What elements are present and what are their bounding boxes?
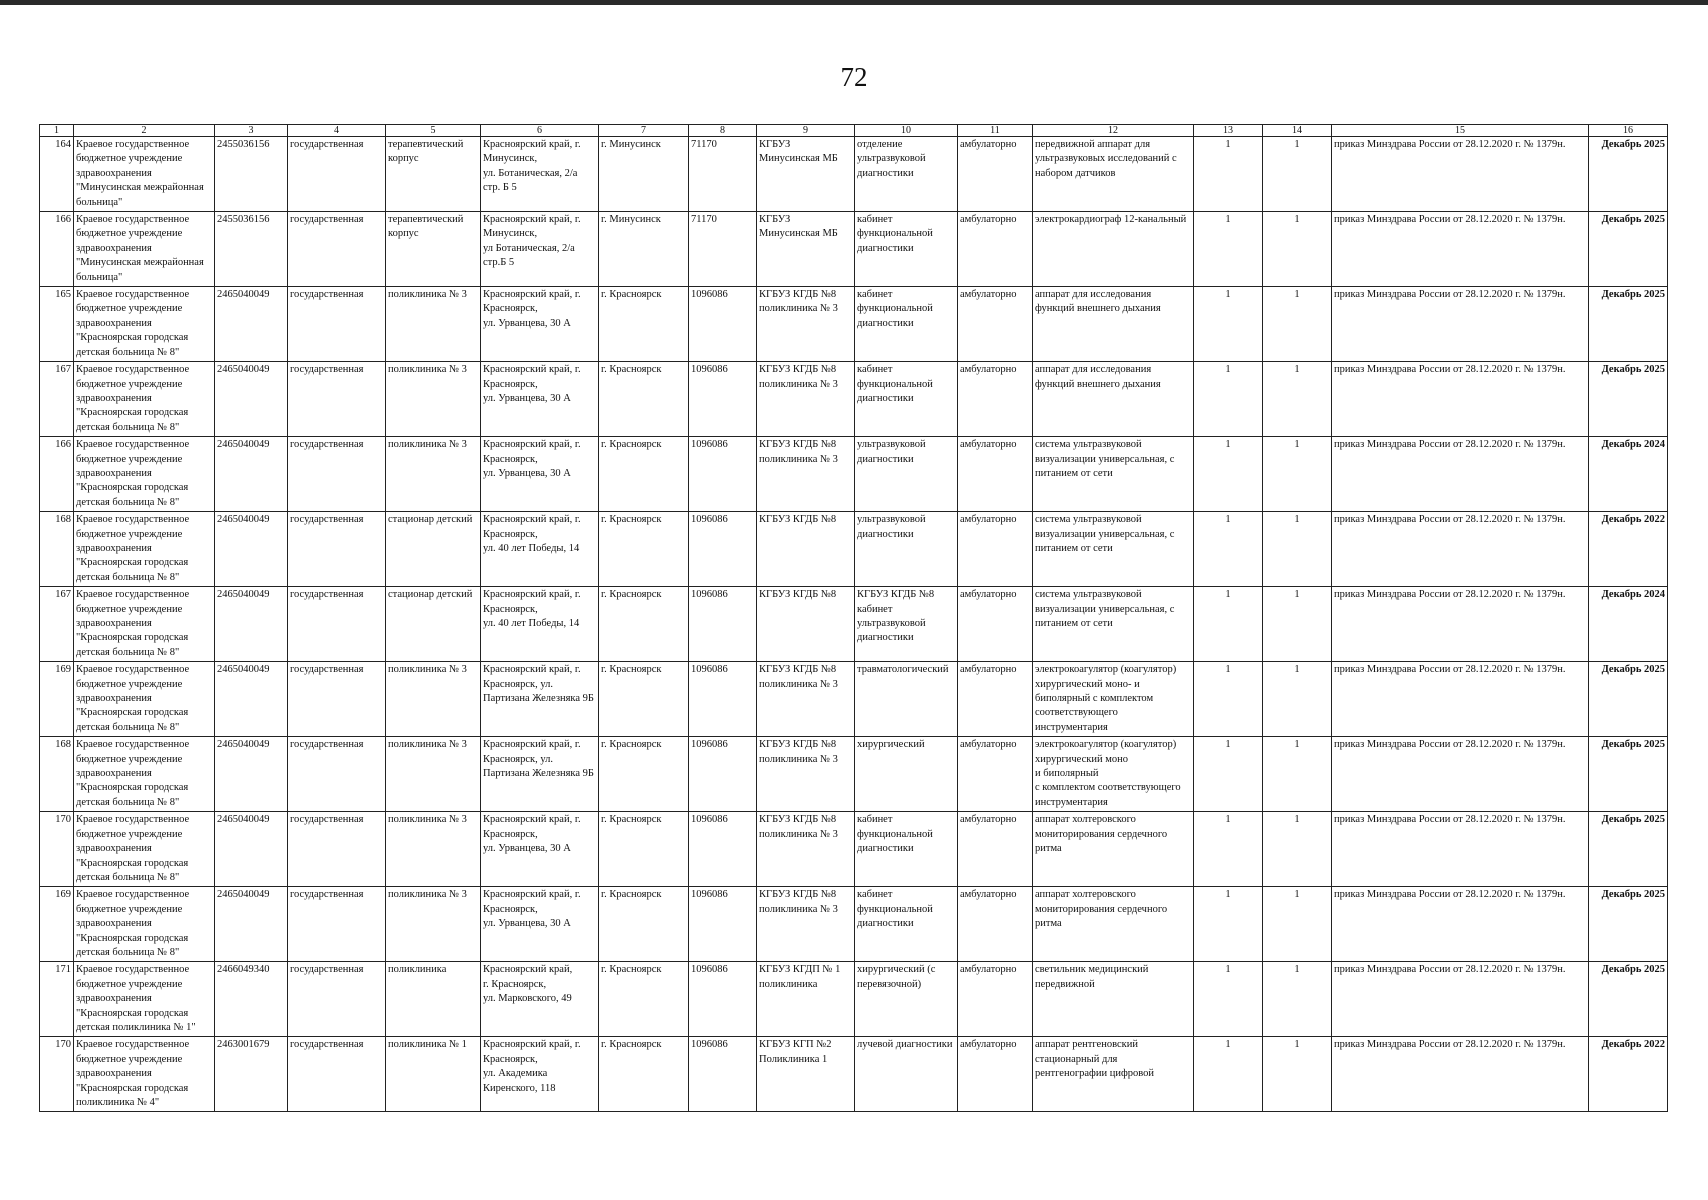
quantity-required-cell: 1 <box>1194 587 1263 662</box>
address-cell: Красноярский край, г. Минусинск, ул Ботаническая, 2/а стр.Б 5 <box>481 212 599 287</box>
subdivision-cell: поликлиника № 3 <box>386 737 481 812</box>
table-row <box>40 362 1668 437</box>
quantity-planned-cell: 1 <box>1263 737 1332 812</box>
address-cell: Красноярский край, г. Красноярск, ул. Марковского, 49 <box>481 962 599 1037</box>
column-header-4: 4 <box>288 125 386 137</box>
city-cell: г. Красноярск <box>599 812 689 887</box>
table-row <box>40 962 1668 1037</box>
row-number-cell: 168 <box>40 737 74 812</box>
column-header-15: 15 <box>1332 125 1589 137</box>
care-mode-cell: амбулаторно <box>958 137 1033 212</box>
short-name-cell: КГБУЗ Минусинская МБ <box>757 212 855 287</box>
address-cell: Красноярский край, г. Красноярск, ул. 40 лет Победы, 14 <box>481 587 599 662</box>
address-cell: Красноярский край, г. Красноярск, ул. Урванцева, 30 А <box>481 362 599 437</box>
oktmo-code-cell: 1096086 <box>689 887 757 962</box>
city-cell: г. Красноярск <box>599 587 689 662</box>
quantity-required-cell: 1 <box>1194 212 1263 287</box>
address-cell: Красноярский край, г. Красноярск, ул. Академика Киренского, 118 <box>481 1037 599 1112</box>
table-row <box>40 887 1668 962</box>
column-header-6: 6 <box>481 125 599 137</box>
regulatory-basis-cell: приказ Минздрава России от 28.12.2020 г. № 1379н. <box>1332 362 1589 437</box>
ownership-type-cell: государственная <box>288 962 386 1037</box>
quantity-required-cell: 1 <box>1194 362 1263 437</box>
quantity-planned-cell: 1 <box>1263 962 1332 1037</box>
ownership-type-cell: государственная <box>288 587 386 662</box>
inn-code-cell: 2465040049 <box>215 662 288 737</box>
short-name-cell: КГБУЗ КГДБ №8 поликлиника № 3 <box>757 362 855 437</box>
quantity-planned-cell: 1 <box>1263 137 1332 212</box>
city-cell: г. Красноярск <box>599 512 689 587</box>
city-cell: г. Красноярск <box>599 362 689 437</box>
column-header-11: 11 <box>958 125 1033 137</box>
subdivision-cell: поликлиника № 3 <box>386 287 481 362</box>
department-cell: КГБУЗ КГДБ №8 кабинет ультразвуковой диагностики <box>855 587 958 662</box>
inn-code-cell: 2455036156 <box>215 137 288 212</box>
quantity-planned-cell: 1 <box>1263 437 1332 512</box>
care-mode-cell: амбулаторно <box>958 887 1033 962</box>
subdivision-cell: поликлиника № 3 <box>386 362 481 437</box>
care-mode-cell: амбулаторно <box>958 587 1033 662</box>
quantity-required-cell: 1 <box>1194 962 1263 1037</box>
oktmo-code-cell: 1096086 <box>689 287 757 362</box>
column-header-16: 16 <box>1589 125 1668 137</box>
organization-name-cell: Краевое государственное бюджетное учреждение здравоохранения "Красноярская городская детская больница № 8" <box>74 812 215 887</box>
organization-name-cell: Краевое государственное бюджетное учреждение здравоохранения "Красноярская городская детская больница № 8" <box>74 362 215 437</box>
quantity-planned-cell: 1 <box>1263 1037 1332 1112</box>
address-cell: Красноярский край, г. Красноярск, ул. Урванцева, 30 А <box>481 287 599 362</box>
due-date-cell: Декабрь 2024 <box>1589 587 1668 662</box>
inn-code-cell: 2465040049 <box>215 587 288 662</box>
equipment-name-cell: аппарат рентгеновский стационарный для рентгенографии цифровой <box>1033 1037 1194 1112</box>
table-row <box>40 512 1668 587</box>
quantity-required-cell: 1 <box>1194 812 1263 887</box>
short-name-cell: КГБУЗ КГДБ №8 поликлиника № 3 <box>757 437 855 512</box>
table-body <box>40 137 1668 1112</box>
department-cell: кабинет функциональной диагностики <box>855 887 958 962</box>
care-mode-cell: амбулаторно <box>958 512 1033 587</box>
quantity-required-cell: 1 <box>1194 737 1263 812</box>
due-date-cell: Декабрь 2025 <box>1589 287 1668 362</box>
subdivision-cell: поликлиника <box>386 962 481 1037</box>
regulatory-basis-cell: приказ Минздрава России от 28.12.2020 г. № 1379н. <box>1332 1037 1589 1112</box>
city-cell: г. Красноярск <box>599 287 689 362</box>
regulatory-basis-cell: приказ Минздрава России от 28.12.2020 г. № 1379н. <box>1332 962 1589 1037</box>
short-name-cell: КГБУЗ Минусинская МБ <box>757 137 855 212</box>
column-header-10: 10 <box>855 125 958 137</box>
department-cell: ультразвуковой диагностики <box>855 512 958 587</box>
equipment-name-cell: система ультразвуковой визуализации универсальная, с питанием от сети <box>1033 512 1194 587</box>
due-date-cell: Декабрь 2025 <box>1589 887 1668 962</box>
inn-code-cell: 2465040049 <box>215 737 288 812</box>
organization-name-cell: Краевое государственное бюджетное учреждение здравоохранения "Красноярская городская детская больница № 8" <box>74 437 215 512</box>
organization-name-cell: Краевое государственное бюджетное учреждение здравоохранения "Красноярская городская детская поликлиника № 1" <box>74 962 215 1037</box>
short-name-cell: КГБУЗ КГДБ №8 поликлиника № 3 <box>757 287 855 362</box>
table-row <box>40 587 1668 662</box>
ownership-type-cell: государственная <box>288 812 386 887</box>
due-date-cell: Декабрь 2025 <box>1589 662 1668 737</box>
subdivision-cell: терапевтический корпус <box>386 212 481 287</box>
quantity-planned-cell: 1 <box>1263 812 1332 887</box>
subdivision-cell: поликлиника № 3 <box>386 437 481 512</box>
column-header-13: 13 <box>1194 125 1263 137</box>
ownership-type-cell: государственная <box>288 137 386 212</box>
ownership-type-cell: государственная <box>288 512 386 587</box>
organization-name-cell: Краевое государственное бюджетное учреждение здравоохранения "Красноярская городская детская больница № 8" <box>74 512 215 587</box>
equipment-name-cell: аппарат холтеровского мониторирования сердечного ритма <box>1033 887 1194 962</box>
oktmo-code-cell: 1096086 <box>689 1037 757 1112</box>
due-date-cell: Декабрь 2022 <box>1589 1037 1668 1112</box>
regulatory-basis-cell: приказ Минздрава России от 28.12.2020 г. № 1379н. <box>1332 812 1589 887</box>
short-name-cell: КГБУЗ КГДБ №8 <box>757 587 855 662</box>
regulatory-basis-cell: приказ Минздрава России от 28.12.2020 г. № 1379н. <box>1332 212 1589 287</box>
column-header-1: 1 <box>40 125 74 137</box>
regulatory-basis-cell: приказ Минздрава России от 28.12.2020 г. № 1379н. <box>1332 662 1589 737</box>
organization-name-cell: Краевое государственное бюджетное учреждение здравоохранения "Минусинская межрайонная больница" <box>74 137 215 212</box>
inn-code-cell: 2465040049 <box>215 887 288 962</box>
ownership-type-cell: государственная <box>288 887 386 962</box>
regulatory-basis-cell: приказ Минздрава России от 28.12.2020 г. № 1379н. <box>1332 887 1589 962</box>
regulatory-basis-cell: приказ Минздрава России от 28.12.2020 г. № 1379н. <box>1332 437 1589 512</box>
row-number-cell: 167 <box>40 362 74 437</box>
department-cell: кабинет функциональной диагностики <box>855 812 958 887</box>
inn-code-cell: 2465040049 <box>215 437 288 512</box>
address-cell: Красноярский край, г. Красноярск, ул. Урванцева, 30 А <box>481 437 599 512</box>
page-number: 72 <box>840 62 868 92</box>
quantity-planned-cell: 1 <box>1263 287 1332 362</box>
top-border-line <box>0 0 1708 5</box>
due-date-cell: Декабрь 2025 <box>1589 812 1668 887</box>
equipment-name-cell: система ультразвуковой визуализации универсальная, с питанием от сети <box>1033 437 1194 512</box>
city-cell: г. Красноярск <box>599 662 689 737</box>
care-mode-cell: амбулаторно <box>958 812 1033 887</box>
care-mode-cell: амбулаторно <box>958 962 1033 1037</box>
subdivision-cell: поликлиника № 1 <box>386 1037 481 1112</box>
subdivision-cell: поликлиника № 3 <box>386 812 481 887</box>
organization-name-cell: Краевое государственное бюджетное учреждение здравоохранения "Красноярская городская детская больница № 8" <box>74 737 215 812</box>
equipment-registry-table <box>39 124 1668 1112</box>
table-row <box>40 437 1668 512</box>
inn-code-cell: 2465040049 <box>215 812 288 887</box>
regulatory-basis-cell: приказ Минздрава России от 28.12.2020 г. № 1379н. <box>1332 512 1589 587</box>
quantity-planned-cell: 1 <box>1263 212 1332 287</box>
quantity-required-cell: 1 <box>1194 437 1263 512</box>
department-cell: кабинет функциональной диагностики <box>855 287 958 362</box>
subdivision-cell: поликлиника № 3 <box>386 662 481 737</box>
table-row <box>40 737 1668 812</box>
equipment-name-cell: аппарат для исследования функций внешнего дыхания <box>1033 287 1194 362</box>
quantity-required-cell: 1 <box>1194 887 1263 962</box>
address-cell: Красноярский край, г. Красноярск, ул. Партизана Железняка 9Б <box>481 737 599 812</box>
column-header-2: 2 <box>74 125 215 137</box>
care-mode-cell: амбулаторно <box>958 662 1033 737</box>
quantity-required-cell: 1 <box>1194 137 1263 212</box>
row-number-cell: 165 <box>40 287 74 362</box>
table-row <box>40 212 1668 287</box>
column-header-14: 14 <box>1263 125 1332 137</box>
inn-code-cell: 2466049340 <box>215 962 288 1037</box>
subdivision-cell: стационар детский <box>386 587 481 662</box>
department-cell: травматологический <box>855 662 958 737</box>
care-mode-cell: амбулаторно <box>958 287 1033 362</box>
due-date-cell: Декабрь 2025 <box>1589 362 1668 437</box>
organization-name-cell: Краевое государственное бюджетное учреждение здравоохранения "Красноярская городская детская больница № 8" <box>74 887 215 962</box>
equipment-name-cell: передвижной аппарат для ультразвуковых исследований с набором датчиков <box>1033 137 1194 212</box>
row-number-cell: 164 <box>40 137 74 212</box>
due-date-cell: Декабрь 2025 <box>1589 737 1668 812</box>
column-number-header <box>40 125 1668 137</box>
inn-code-cell: 2463001679 <box>215 1037 288 1112</box>
equipment-name-cell: электрокоагулятор (коагулятор) хирургический моно и биполярный с комплектом соответствующего инструментария <box>1033 737 1194 812</box>
city-cell: г. Красноярск <box>599 1037 689 1112</box>
table-row <box>40 137 1668 212</box>
short-name-cell: КГБУЗ КГДБ №8 поликлиника № 3 <box>757 737 855 812</box>
organization-name-cell: Краевое государственное бюджетное учреждение здравоохранения "Красноярская городская детская больница № 8" <box>74 587 215 662</box>
ownership-type-cell: государственная <box>288 212 386 287</box>
row-number-cell: 166 <box>40 212 74 287</box>
table-row <box>40 1037 1668 1112</box>
regulatory-basis-cell: приказ Минздрава России от 28.12.2020 г. № 1379н. <box>1332 587 1589 662</box>
inn-code-cell: 2455036156 <box>215 212 288 287</box>
row-number-cell: 169 <box>40 662 74 737</box>
short-name-cell: КГБУЗ КГДБ №8 поликлиника № 3 <box>757 662 855 737</box>
due-date-cell: Декабрь 2024 <box>1589 437 1668 512</box>
short-name-cell: КГБУЗ КГП №2 Поликлиника 1 <box>757 1037 855 1112</box>
quantity-required-cell: 1 <box>1194 1037 1263 1112</box>
organization-name-cell: Краевое государственное бюджетное учреждение здравоохранения "Красноярская городская поликлиника № 4" <box>74 1037 215 1112</box>
row-number-cell: 170 <box>40 1037 74 1112</box>
quantity-planned-cell: 1 <box>1263 662 1332 737</box>
address-cell: Красноярский край, г. Красноярск, ул. Урванцева, 30 А <box>481 887 599 962</box>
quantity-planned-cell: 1 <box>1263 362 1332 437</box>
oktmo-code-cell: 1096086 <box>689 812 757 887</box>
due-date-cell: Декабрь 2025 <box>1589 212 1668 287</box>
row-number-cell: 167 <box>40 587 74 662</box>
row-number-cell: 166 <box>40 437 74 512</box>
ownership-type-cell: государственная <box>288 737 386 812</box>
city-cell: г. Красноярск <box>599 962 689 1037</box>
subdivision-cell: стационар детский <box>386 512 481 587</box>
short-name-cell: КГБУЗ КГДБ №8 поликлиника № 3 <box>757 887 855 962</box>
equipment-name-cell: система ультразвуковой визуализации универсальная, с питанием от сети <box>1033 587 1194 662</box>
care-mode-cell: амбулаторно <box>958 737 1033 812</box>
ownership-type-cell: государственная <box>288 662 386 737</box>
address-cell: Красноярский край, г. Минусинск, ул. Ботаническая, 2/а стр. Б 5 <box>481 137 599 212</box>
equipment-name-cell: светильник медицинский передвижной <box>1033 962 1194 1037</box>
oktmo-code-cell: 1096086 <box>689 737 757 812</box>
row-number-cell: 169 <box>40 887 74 962</box>
oktmo-code-cell: 1096086 <box>689 437 757 512</box>
city-cell: г. Красноярск <box>599 887 689 962</box>
table-row <box>40 662 1668 737</box>
table-row <box>40 812 1668 887</box>
short-name-cell: КГБУЗ КГДП № 1 поликлиника <box>757 962 855 1037</box>
ownership-type-cell: государственная <box>288 287 386 362</box>
inn-code-cell: 2465040049 <box>215 362 288 437</box>
inn-code-cell: 2465040049 <box>215 512 288 587</box>
department-cell: хирургический <box>855 737 958 812</box>
department-cell: отделение ультразвуковой диагностики <box>855 137 958 212</box>
table-row <box>40 287 1668 362</box>
care-mode-cell: амбулаторно <box>958 437 1033 512</box>
oktmo-code-cell: 1096086 <box>689 512 757 587</box>
address-cell: Красноярский край, г. Красноярск, ул. 40 лет Победы, 14 <box>481 512 599 587</box>
equipment-name-cell: электрокардиограф 12-канальный <box>1033 212 1194 287</box>
care-mode-cell: амбулаторно <box>958 362 1033 437</box>
quantity-planned-cell: 1 <box>1263 512 1332 587</box>
quantity-required-cell: 1 <box>1194 662 1263 737</box>
address-cell: Красноярский край, г. Красноярск, ул. Партизана Железняка 9Б <box>481 662 599 737</box>
department-cell: кабинет функциональной диагностики <box>855 212 958 287</box>
oktmo-code-cell: 71170 <box>689 137 757 212</box>
department-cell: ультразвуковой диагностики <box>855 437 958 512</box>
oktmo-code-cell: 1096086 <box>689 362 757 437</box>
address-cell: Красноярский край, г. Красноярск, ул. Урванцева, 30 А <box>481 812 599 887</box>
organization-name-cell: Краевое государственное бюджетное учреждение здравоохранения "Красноярская городская детская больница № 8" <box>74 662 215 737</box>
equipment-name-cell: аппарат холтеровского мониторирования сердечного ритма <box>1033 812 1194 887</box>
short-name-cell: КГБУЗ КГДБ №8 <box>757 512 855 587</box>
subdivision-cell: терапевтический корпус <box>386 137 481 212</box>
ownership-type-cell: государственная <box>288 437 386 512</box>
quantity-planned-cell: 1 <box>1263 587 1332 662</box>
row-number-cell: 168 <box>40 512 74 587</box>
oktmo-code-cell: 1096086 <box>689 587 757 662</box>
row-number-cell: 170 <box>40 812 74 887</box>
quantity-required-cell: 1 <box>1194 287 1263 362</box>
inn-code-cell: 2465040049 <box>215 287 288 362</box>
due-date-cell: Декабрь 2022 <box>1589 512 1668 587</box>
regulatory-basis-cell: приказ Минздрава России от 28.12.2020 г. № 1379н. <box>1332 287 1589 362</box>
column-header-5: 5 <box>386 125 481 137</box>
column-header-7: 7 <box>599 125 689 137</box>
oktmo-code-cell: 1096086 <box>689 962 757 1037</box>
row-number-cell: 171 <box>40 962 74 1037</box>
equipment-name-cell: электрокоагулятор (коагулятор) хирургический моно- и биполярный с комплектом соответствующего инструментария <box>1033 662 1194 737</box>
city-cell: г. Минусинск <box>599 212 689 287</box>
department-cell: лучевой диагностики <box>855 1037 958 1112</box>
subdivision-cell: поликлиника № 3 <box>386 887 481 962</box>
city-cell: г. Красноярск <box>599 737 689 812</box>
department-cell: кабинет функциональной диагностики <box>855 362 958 437</box>
care-mode-cell: амбулаторно <box>958 1037 1033 1112</box>
ownership-type-cell: государственная <box>288 1037 386 1112</box>
equipment-name-cell: аппарат для исследования функций внешнего дыхания <box>1033 362 1194 437</box>
organization-name-cell: Краевое государственное бюджетное учреждение здравоохранения "Красноярская городская детская больница № 8" <box>74 287 215 362</box>
quantity-planned-cell: 1 <box>1263 887 1332 962</box>
care-mode-cell: амбулаторно <box>958 212 1033 287</box>
ownership-type-cell: государственная <box>288 362 386 437</box>
column-header-8: 8 <box>689 125 757 137</box>
regulatory-basis-cell: приказ Минздрава России от 28.12.2020 г. № 1379н. <box>1332 737 1589 812</box>
department-cell: хирургический (с перевязочной) <box>855 962 958 1037</box>
regulatory-basis-cell: приказ Минздрава России от 28.12.2020 г. № 1379н. <box>1332 137 1589 212</box>
quantity-required-cell: 1 <box>1194 512 1263 587</box>
column-header-3: 3 <box>215 125 288 137</box>
due-date-cell: Декабрь 2025 <box>1589 137 1668 212</box>
oktmo-code-cell: 71170 <box>689 212 757 287</box>
column-header-12: 12 <box>1033 125 1194 137</box>
city-cell: г. Минусинск <box>599 137 689 212</box>
due-date-cell: Декабрь 2025 <box>1589 962 1668 1037</box>
short-name-cell: КГБУЗ КГДБ №8 поликлиника № 3 <box>757 812 855 887</box>
oktmo-code-cell: 1096086 <box>689 662 757 737</box>
city-cell: г. Красноярск <box>599 437 689 512</box>
column-header-9: 9 <box>757 125 855 137</box>
organization-name-cell: Краевое государственное бюджетное учреждение здравоохранения "Минусинская межрайонная больница" <box>74 212 215 287</box>
